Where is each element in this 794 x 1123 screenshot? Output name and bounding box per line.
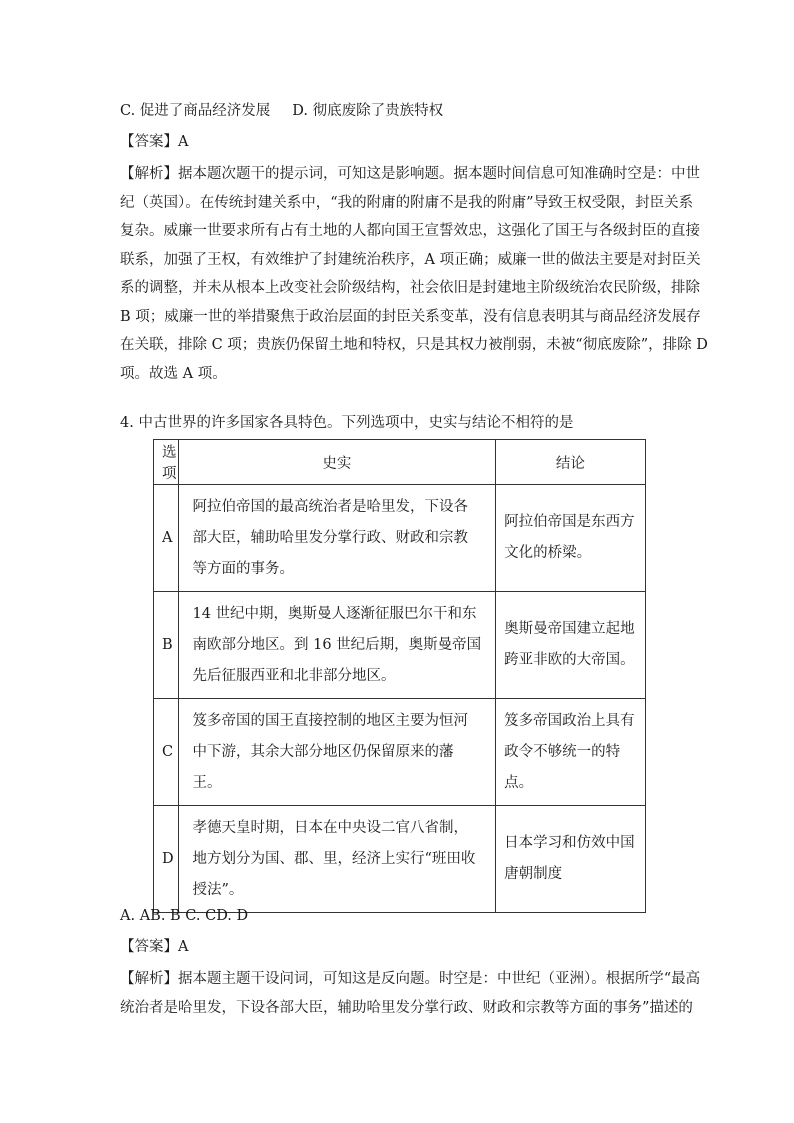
q3-analysis-line: B 项；威廉一世的举措聚焦于政治层面的封臣关系变革，没有信息表明其与商品经济发展存 <box>120 308 701 325</box>
fact-line: 14 世纪中期，奥斯曼人逐渐征服巴尔干和东 <box>192 605 477 622</box>
fact-line: 中下游，其余大部分地区仍保留原来的藩 <box>192 743 454 760</box>
q4-analysis <box>120 965 701 1022</box>
q4-answer: 【答案】A <box>120 939 189 955</box>
table-header-row <box>154 440 646 485</box>
row-option: B <box>154 592 179 699</box>
row-option: A <box>154 485 179 592</box>
table-row <box>154 699 646 806</box>
q3-analysis-line: 联系，加强了王权，有效维护了封建统治秩序，A 项正确；威廉一世的做法主要是对封臣关 <box>120 251 701 268</box>
conclusion-line: 文化的桥梁。 <box>504 545 592 561</box>
row-fact <box>178 806 496 913</box>
row-conclusion <box>496 699 646 806</box>
conclusion-line: 奥斯曼帝国建立起地 <box>504 621 635 637</box>
q3-analysis-line: 项。故选 A 项。 <box>120 365 227 382</box>
conclusion-line: 唐朝制度 <box>504 866 563 882</box>
conclusion-line: 跨亚非欧的大帝国。 <box>504 652 635 668</box>
fact-line: 王。 <box>192 774 222 791</box>
conclusion-line: 政令不够统一的特 <box>504 743 621 760</box>
q4-analysis-line: 统治者是哈里发，下设各部大臣，辅助哈里发分掌行政、财政和宗教等方面的事务”描述的 <box>120 999 693 1016</box>
conclusion-line: 笈多帝国政治上具有 <box>504 712 635 729</box>
header-conclusion: 结论 <box>496 440 646 485</box>
q4-analysis-line: 【解析】据本题主题干设问词，可知这是反向题。时空是：中世纪（亚洲）。根据所学“最高 <box>120 971 701 987</box>
table-row <box>154 806 646 913</box>
fact-line: 等方面的事务。 <box>192 560 294 577</box>
row-conclusion <box>496 806 646 913</box>
row-conclusion <box>496 485 646 592</box>
header-option: 选项 <box>154 440 179 485</box>
fact-line: 南欧部分地区。到 16 世纪后期，奥斯曼帝国 <box>192 636 482 653</box>
fact-line: 笈多帝国的国王直接控制的地区主要为恒河 <box>192 712 468 729</box>
q4-stem: 4. 中古世界的许多国家各具特色。下列选项中，史实与结论不相符的是 <box>120 415 574 431</box>
q3-analysis-line: 纪（英国）。在传统封建关系中，“我的附庸的附庸不是我的附庸”导致王权受限，封臣关系 <box>120 194 694 211</box>
fact-line: 先后征服西亚和北非部分地区。 <box>192 667 396 684</box>
table-row <box>154 485 646 592</box>
q3-analysis-line: 复杂。威廉一世要求所有占有土地的人都向国王宣誓效忠，这强化了国王与各级封臣的直接 <box>120 223 700 239</box>
fact-line: 部大臣，辅助哈里发分掌行政、财政和宗教 <box>192 529 468 546</box>
row-option: C <box>154 699 179 806</box>
previous-options-line <box>120 101 675 121</box>
q3-answer: 【答案】A <box>120 134 189 150</box>
conclusion-line: 阿拉伯帝国是东西方 <box>504 514 635 530</box>
q4-table <box>153 439 646 913</box>
fact-line: 地方划分为国、郡、里，经济上实行“班田收 <box>192 850 476 867</box>
option-c: C. 促进了商品经济发展 <box>120 103 271 119</box>
conclusion-line: 日本学习和仿效中国 <box>504 835 635 851</box>
row-option: D <box>154 806 179 913</box>
row-conclusion <box>496 592 646 699</box>
header-fact: 史实 <box>178 440 496 485</box>
fact-line: 阿拉伯帝国的最高统治者是哈里发，下设各 <box>192 498 468 515</box>
row-fact <box>178 592 496 699</box>
q3-analysis-line: 在关联，排除 C 项；贵族仍保留土地和特权，只是其权力被削弱，未被“彻底废除”，排除 D <box>120 337 708 353</box>
q3-analysis <box>120 160 708 388</box>
row-fact <box>178 699 496 806</box>
q3-analysis-line: 【解析】据本题次题干的提示词，可知这是影响题。据本题时间信息可知准确时空是：中世 <box>120 166 700 182</box>
q4-choices: A. AB. B C. CD. D <box>120 908 249 924</box>
table-row <box>154 592 646 699</box>
conclusion-line: 点。 <box>504 774 534 791</box>
q3-analysis-line: 系的调整，并未从根本上改变社会阶级结构，社会依旧是封建地主阶级统治农民阶级，排除 <box>120 280 700 296</box>
fact-line: 孝德天皇时期，日本在中央设二官八省制， <box>192 819 468 836</box>
fact-line: 授法”。 <box>192 881 244 898</box>
option-d: D. 彻底废除了贵族特权 <box>292 103 444 119</box>
row-fact <box>178 485 496 592</box>
